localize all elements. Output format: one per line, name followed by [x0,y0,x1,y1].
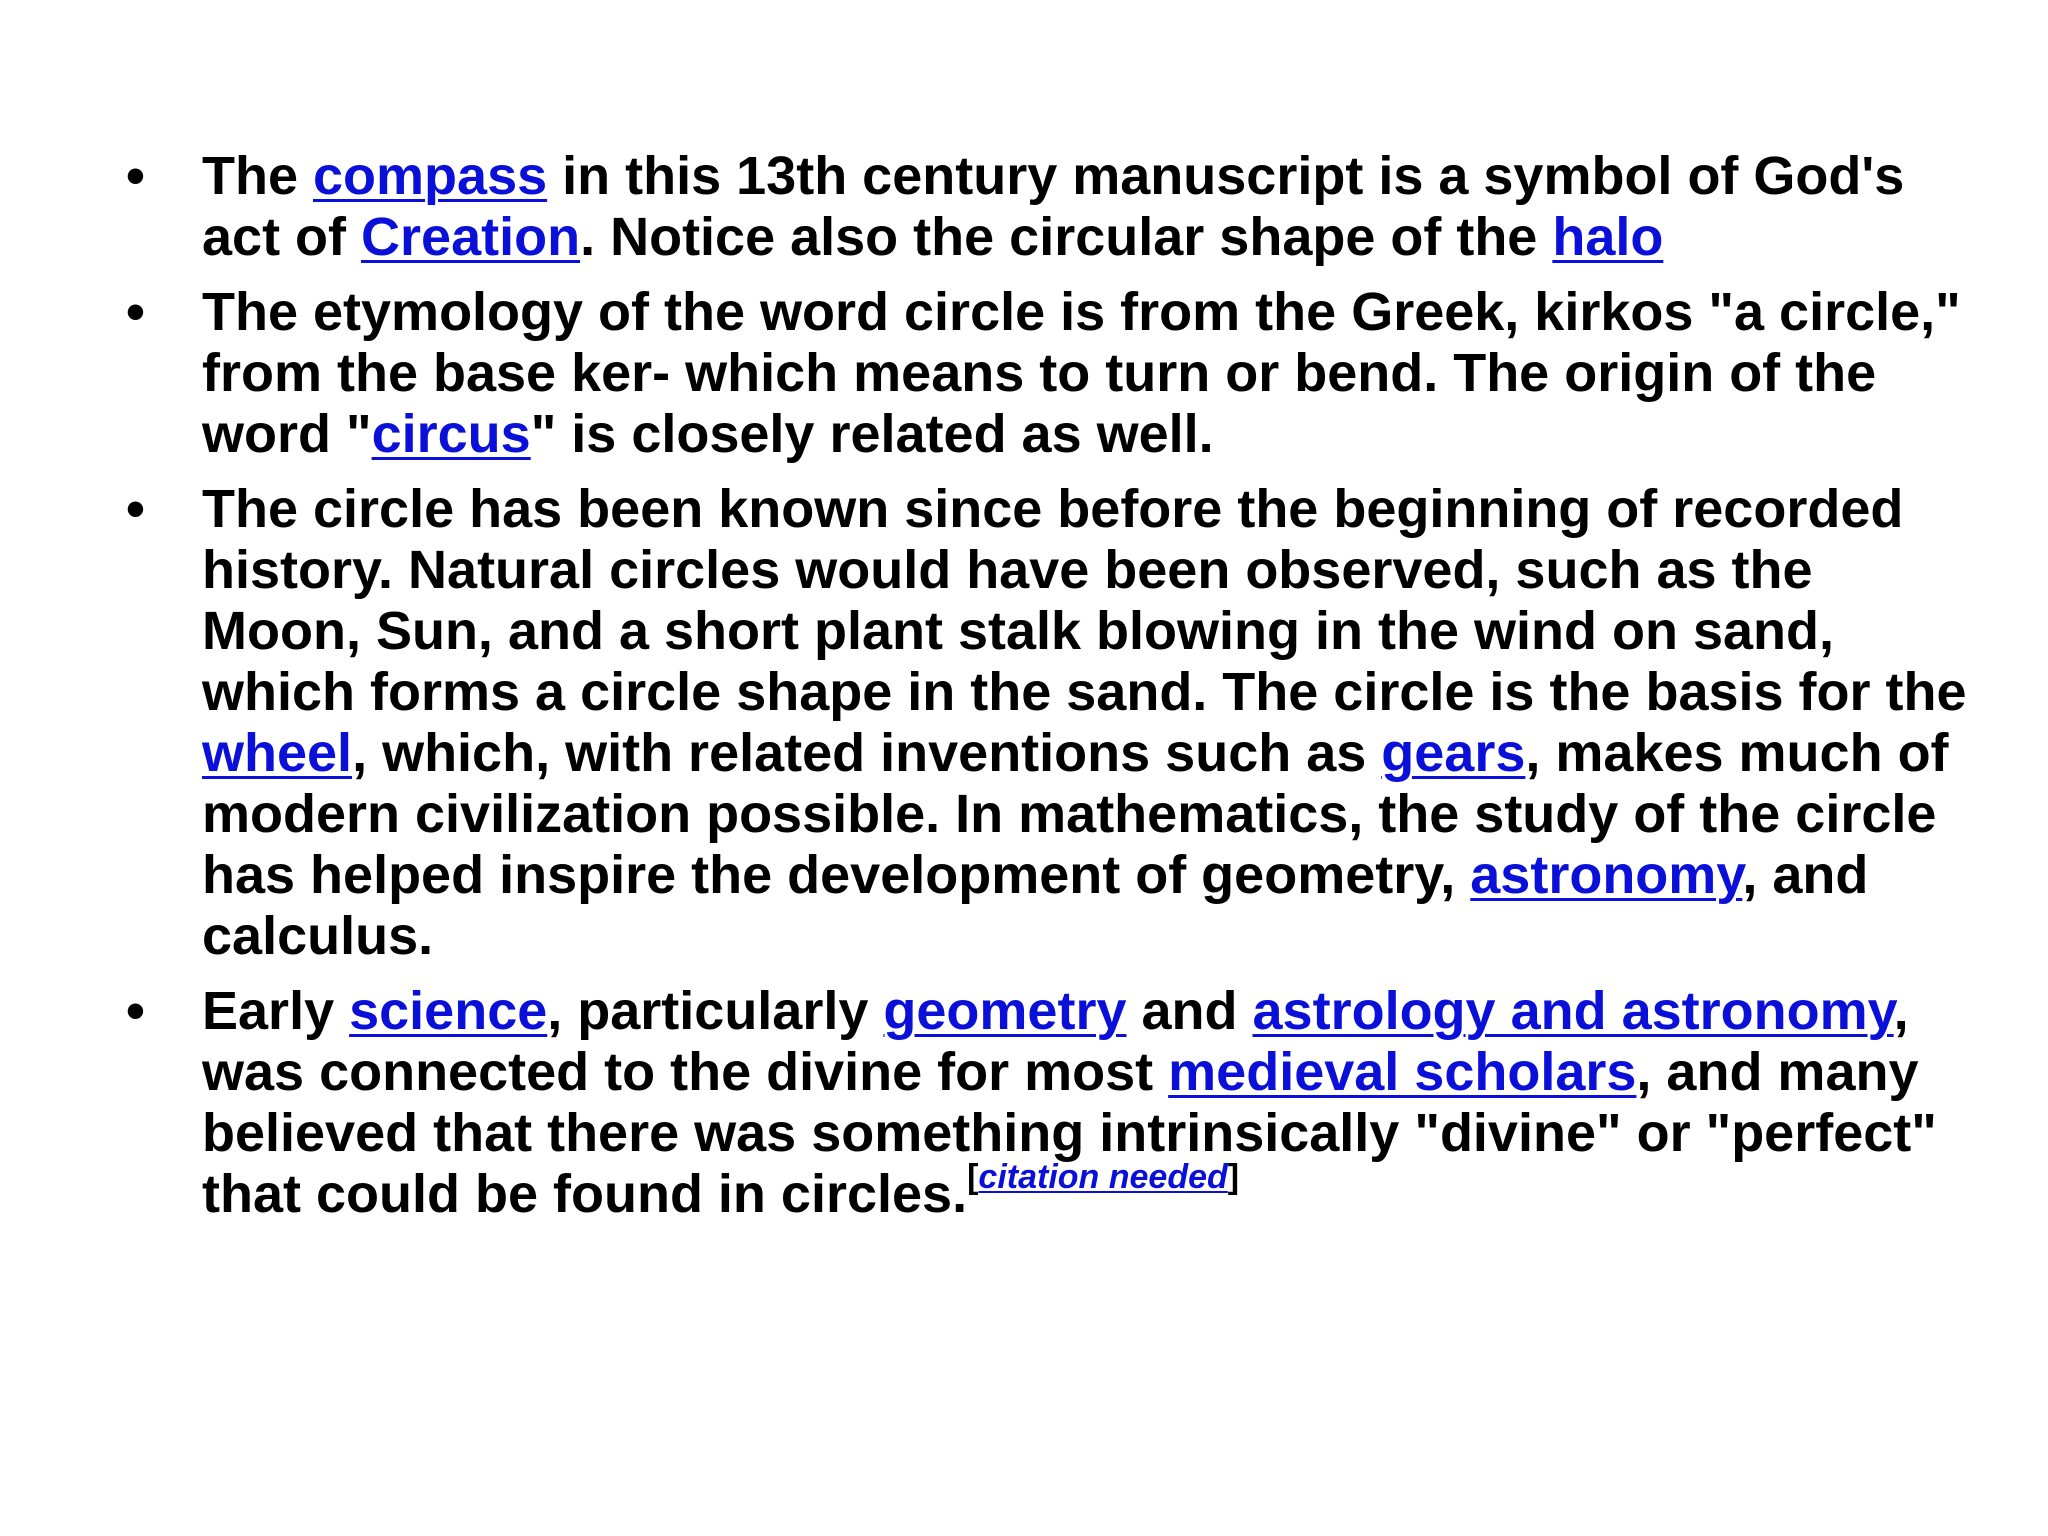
bullet-icon: • [126,282,145,342]
text-segment: , makes much of modern civilization possible. In mathematics, the study of the circle has helped inspire the development of geometry, [202,723,1949,905]
citation-bracket: ] [1227,1158,1240,1196]
text-segment: The [202,146,314,206]
link-wheel[interactable]: wheel [202,723,353,783]
citation-bracket: [ [967,1158,979,1196]
link-circus[interactable]: circus [371,404,531,464]
bullet-item [120,981,1970,1225]
link-medieval-scholars[interactable]: medieval scholars [1168,1042,1637,1102]
text-segment: , and calculus. [202,845,1869,966]
text-segment: Early [202,981,350,1041]
text-segment: The circle has been known since before the beginning of recorded history. Natural circles would have been observed, such as the Moon, Sun, and a short plant stalk blowing in the wind on sand, which forms a circle shape in the sand. The circle is the basis for the [202,479,1967,722]
bullet-item [120,479,1970,967]
link-compass[interactable]: compass [313,146,548,206]
bullet-text [202,479,1967,966]
bullet-text [202,146,1904,267]
link-halo[interactable]: halo [1552,207,1664,267]
link-gears[interactable]: gears [1381,723,1526,783]
bullet-icon: • [126,146,145,206]
link-citation-needed[interactable]: citation needed [978,1158,1228,1196]
text-segment: " is closely related as well. [530,404,1214,464]
bullet-item [120,282,1970,465]
text-segment: The etymology of the word circle is from the Greek, kirkos "a circle," from the base ker- which means to turn or bend. The origin of the word " [202,282,1961,464]
link-astronomy[interactable]: astronomy [1470,845,1743,905]
citation-needed-note [967,1158,1239,1196]
text-segment: , was connected to the divine for most [202,981,1909,1102]
link-geometry[interactable]: geometry [883,981,1127,1041]
bullet-item [120,146,1970,268]
text-segment: , which, with related inventions such as [352,723,1382,783]
text-segment: and [1126,981,1253,1041]
bullet-text [202,282,1961,464]
bullet-list [120,146,1970,1239]
text-segment: , and many believed that there was something intrinsically "divine" or "perfect" that could be found in circles. [202,1042,1937,1224]
bullet-icon: • [126,479,145,539]
link-astrology-and-astronomy[interactable]: astrology and astronomy [1252,981,1894,1041]
bullet-icon: • [126,981,145,1041]
text-segment: , particularly [547,981,884,1041]
text-segment: in this 13th century manuscript is a symbol of God's act of [202,146,1905,267]
text-segment: . Notice also the circular shape of the [580,207,1553,267]
link-creation[interactable]: Creation [361,207,581,267]
bullet-text [202,981,1937,1224]
link-science[interactable]: science [349,981,548,1041]
